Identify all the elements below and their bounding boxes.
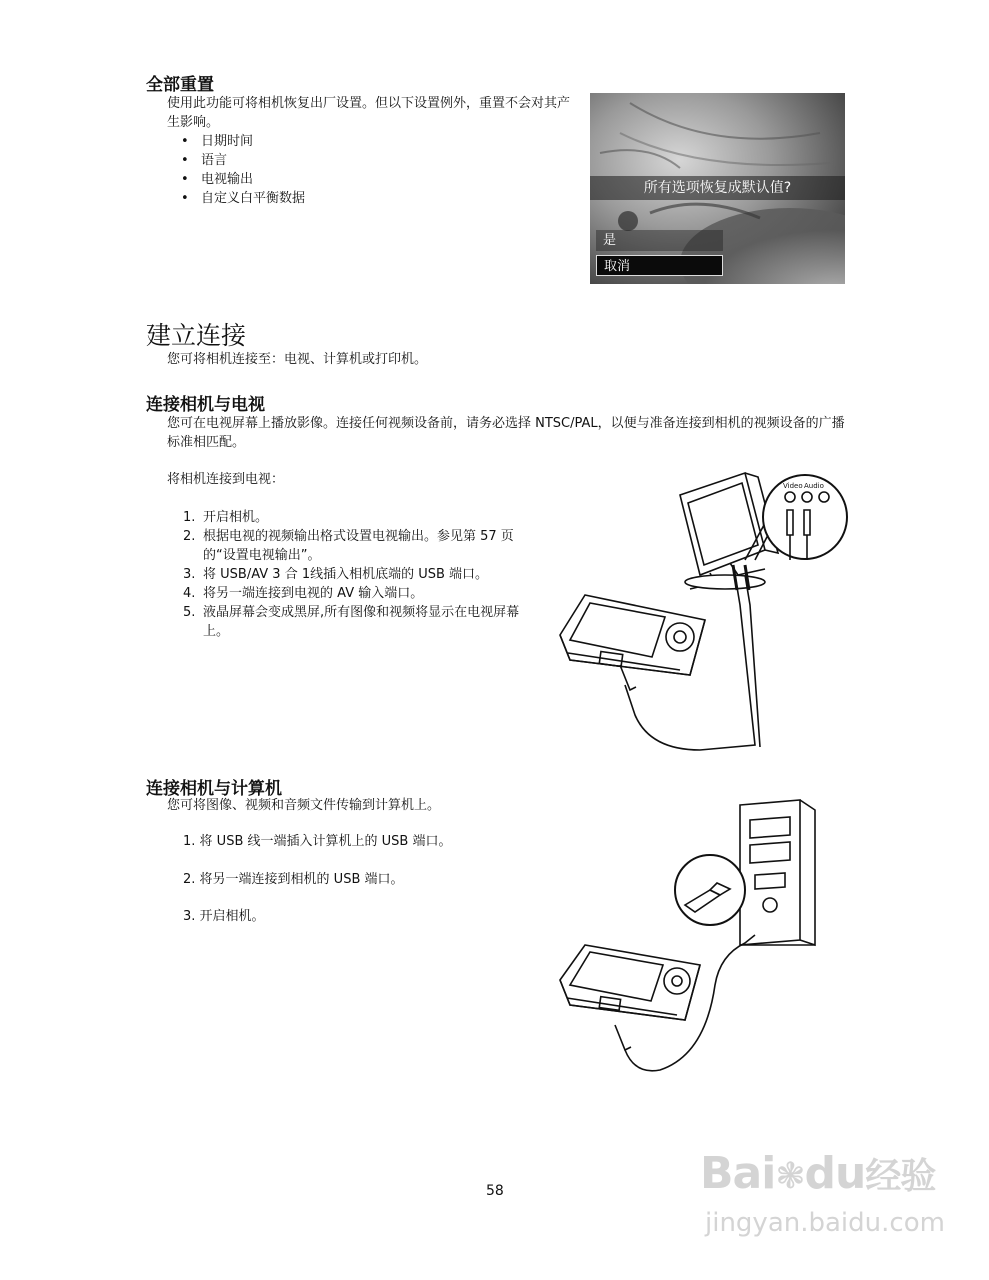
tv-steps — [183, 508, 533, 641]
pc-connection-figure — [545, 795, 855, 1085]
list-item: 2. 根据电视的视频输出格式设置电视输出。参见第 57 页的“设置电视输出”。 — [183, 529, 514, 563]
audio-port-label: Audio — [804, 482, 824, 490]
list-item: 1. 开启相机。 — [183, 510, 269, 525]
tv-connection-figure — [540, 465, 860, 760]
list-item: • 日期时间 — [181, 132, 305, 151]
tv-lead: 将相机连接到电视： — [167, 472, 285, 487]
list-item: 4. 将另一端连接到电视的 AV 输入端口。 — [183, 586, 424, 601]
connect-heading: 建立连接 — [146, 321, 247, 350]
list-item: 3. 开启相机。 — [183, 909, 265, 924]
pc-heading: 连接相机与计算机 — [146, 779, 282, 799]
list-item: 3. 将 USB/AV 3 合 1线插入相机底端的 USB 端口。 — [183, 567, 489, 582]
list-item: • 语言 — [181, 151, 305, 170]
cancel-option[interactable]: 取消 — [596, 255, 723, 276]
reset-confirm-prompt: 所有选项恢复成默认值? — [590, 176, 845, 200]
tv-heading: 连接相机与电视 — [146, 395, 265, 415]
baidu-watermark-logo: Bai❃du经验 — [700, 1148, 936, 1199]
list-item: 1. 将 USB 线一端插入计算机上的 USB 端口。 — [183, 834, 452, 849]
list-item: 5. 液晶屏幕会变成黑屏,所有图像和视频将显示在电视屏幕上。 — [183, 605, 520, 639]
reset-description: 使用此功能可将相机恢复出厂设置。但以下设置例外，重置不会对其产生影响。 — [167, 96, 571, 130]
tv-description: 您可在电视屏幕上播放影像。连接任何视频设备前，请务必选择 NTSC/PAL，以便与准备连接到相机的视频设备的广播标准相匹配。 — [167, 416, 845, 450]
reset-exception-list — [181, 132, 305, 208]
reset-heading: 全部重置 — [146, 75, 214, 95]
list-item: 2. 将另一端连接到相机的 USB 端口。 — [183, 872, 404, 887]
pc-description: 您可将图像、视频和音频文件传输到计算机上。 — [167, 798, 441, 813]
list-item: • 电视输出 — [181, 170, 305, 189]
paw-icon: ❃ — [775, 1156, 805, 1197]
page-number: 58 — [486, 1183, 504, 1199]
list-item: • 自定义白平衡数据 — [181, 189, 305, 208]
video-port-label: Video — [783, 482, 803, 490]
connect-description: 您可将相机连接至：电视、计算机或打印机。 — [167, 352, 428, 367]
yes-option[interactable]: 是 — [596, 230, 723, 251]
reset-confirm-screen — [590, 93, 845, 284]
baidu-watermark-url: jingyan.baidu.com — [705, 1208, 945, 1238]
